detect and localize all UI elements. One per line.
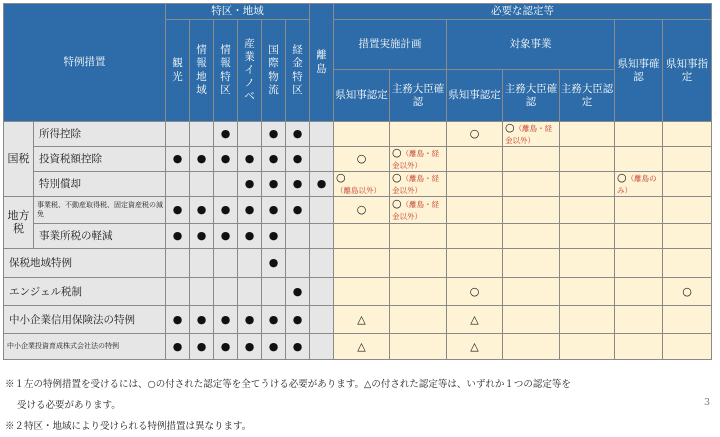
target-minister-confirm-cell (503, 334, 560, 360)
plan-governor-cell: ○ (334, 147, 390, 172)
zone-mark (238, 122, 262, 147)
row-label: 事業税、不動産取得税、固定資産税の減免 (34, 197, 166, 224)
zone-mark (166, 249, 190, 278)
plan-minister-cell (390, 249, 447, 278)
target-minister-cert-cell (560, 249, 615, 278)
governor-confirm-cell (615, 306, 663, 334)
governor-confirm-cell (615, 249, 663, 278)
row-label: 投資税額控除 (34, 147, 166, 172)
target-minister-cert-cell (560, 172, 615, 197)
table-row (4, 122, 712, 147)
cert-condition-note: （離島のみ） (617, 174, 657, 195)
zone-mark (166, 278, 190, 306)
target-minister-cert-cell (560, 147, 615, 172)
cert-condition-note: （離島・経金以外） (505, 124, 553, 145)
governor-confirm-cell (615, 197, 663, 224)
remote-mark (310, 122, 334, 147)
plan-governor-cell (334, 249, 390, 278)
zone-mark: ● (286, 197, 310, 224)
row-label: 所得控除 (34, 122, 166, 147)
target-governor-cell: ○ (447, 278, 503, 306)
remote-mark (310, 147, 334, 172)
plan-minister-cell (390, 334, 447, 360)
table-row (4, 147, 712, 172)
row-label: 事業所税の軽減 (34, 224, 166, 249)
header-zone-group: 特区・地域 (166, 4, 310, 20)
row-label: 中小企業信用保険法の特例 (4, 306, 166, 334)
header-zone-industry-innovation: 産 業 イ ノ ベ (238, 20, 262, 122)
zone-mark: ● (238, 306, 262, 334)
zone-mark: ● (238, 147, 262, 172)
zone-mark: ● (286, 334, 310, 360)
header-governor-confirm: 県知事確認 (615, 20, 663, 122)
zone-mark (166, 122, 190, 147)
governor-designate-cell: ○ (663, 278, 712, 306)
cert-mark: ○ (392, 197, 402, 211)
zone-mark (214, 249, 238, 278)
remote-mark (310, 278, 334, 306)
footnotes (5, 374, 705, 437)
header-measures: 特例措置 (4, 4, 166, 122)
zone-mark: ● (214, 197, 238, 224)
header-zone-info-region: 情 報 地 域 (190, 20, 214, 122)
row-label: エンジェル税制 (4, 278, 166, 306)
zone-mark: ● (238, 334, 262, 360)
zone-mark (286, 249, 310, 278)
target-minister-confirm-cell (503, 278, 560, 306)
target-governor-cell (447, 249, 503, 278)
cert-condition-note: （離島以外） (336, 185, 381, 195)
zone-mark (214, 172, 238, 197)
governor-designate-cell (663, 197, 712, 224)
zone-mark: ● (286, 122, 310, 147)
plan-governor-cell: ○ (334, 197, 390, 224)
plan-minister-cell (390, 172, 447, 197)
zone-mark (238, 249, 262, 278)
zone-mark: ● (286, 172, 310, 197)
target-minister-cert-cell (560, 224, 615, 249)
page-number: 3 (703, 397, 710, 408)
plan-minister-cell (390, 224, 447, 249)
plan-governor-cell (334, 122, 390, 147)
governor-designate-cell (663, 224, 712, 249)
zone-mark: ● (166, 147, 190, 172)
plan-minister-cell (390, 278, 447, 306)
remote-mark (310, 197, 334, 224)
cert-mark: ○ (505, 121, 515, 134)
plan-governor-cell (334, 224, 390, 249)
remote-mark (310, 224, 334, 249)
table-row (4, 334, 712, 360)
table-row (4, 172, 712, 197)
target-minister-confirm-cell (503, 197, 560, 224)
zone-mark: ● (238, 197, 262, 224)
target-minister-confirm-cell (503, 172, 560, 197)
zone-mark: ● (190, 306, 214, 334)
category-local-tax: 地方税 (4, 197, 34, 249)
zone-mark: ● (262, 122, 286, 147)
header-remote-island: 離 島 (310, 4, 334, 122)
target-minister-cert-cell (560, 278, 615, 306)
zone-mark: ● (214, 147, 238, 172)
target-minister-confirm-cell (503, 224, 560, 249)
governor-confirm-cell (615, 224, 663, 249)
target-minister-cert-cell (560, 306, 615, 334)
zone-mark (238, 278, 262, 306)
governor-confirm-cell (615, 147, 663, 172)
governor-designate-cell (663, 172, 712, 197)
zone-mark: ● (214, 224, 238, 249)
remote-mark (310, 334, 334, 360)
header-cert-group: 必要な認定等 (334, 4, 712, 20)
header-governor-designate: 県知事指定 (663, 20, 712, 122)
target-governor-cell: △ (447, 334, 503, 360)
governor-confirm-cell (615, 278, 663, 306)
cert-mark: ○ (392, 171, 402, 185)
zone-mark: ● (214, 334, 238, 360)
target-minister-confirm-cell (503, 306, 560, 334)
governor-designate-cell (663, 147, 712, 172)
zone-mark (166, 172, 190, 197)
zone-mark: ● (262, 197, 286, 224)
cert-condition-note: （離島・経金以外） (392, 149, 440, 170)
governor-designate-cell (663, 306, 712, 334)
target-minister-confirm-cell (503, 249, 560, 278)
target-minister-confirm-cell (503, 147, 560, 172)
table-row (4, 197, 712, 224)
footnote-1-continued: 受ける必要があります。 (17, 400, 121, 411)
target-governor-cell: ○ (447, 122, 503, 147)
row-label: 特別償却 (34, 172, 166, 197)
header-plan-governor-cert: 県知事認定 (334, 70, 390, 122)
zone-mark: ● (214, 306, 238, 334)
zone-mark (190, 278, 214, 306)
zone-mark (190, 249, 214, 278)
zone-mark (190, 122, 214, 147)
remote-mark: ● (310, 172, 334, 197)
plan-governor-cell (334, 278, 390, 306)
target-minister-cert-cell (560, 197, 615, 224)
zone-mark: ● (166, 306, 190, 334)
governor-confirm-cell (615, 172, 663, 197)
table-row (4, 306, 712, 334)
remote-mark (310, 306, 334, 334)
target-governor-cell (447, 224, 503, 249)
governor-designate-cell (663, 334, 712, 360)
zone-mark: ● (238, 172, 262, 197)
header-target-governor-cert: 県知事認定 (447, 70, 503, 122)
target-minister-cert-cell (560, 122, 615, 147)
plan-minister-cell (390, 197, 447, 224)
table-row (4, 224, 712, 249)
plan-governor-cell (334, 172, 390, 197)
header-plan-group: 措置実施計画 (334, 20, 447, 70)
zone-mark: ● (286, 306, 310, 334)
governor-designate-cell (663, 249, 712, 278)
zone-mark: ● (166, 224, 190, 249)
header-zone-info-special: 情 報 特 区 (214, 20, 238, 122)
zone-mark: ● (262, 147, 286, 172)
zone-mark: ● (286, 147, 310, 172)
zone-mark: ● (262, 224, 286, 249)
plan-governor-cell: △ (334, 306, 390, 334)
governor-confirm-cell (615, 334, 663, 360)
footnote-1: ※１左の特例措置を受けるには、○の付された認定等を全てうける必要があります。△の付された認定等は、いずれか１つの認定等を (5, 379, 571, 390)
zone-mark (190, 172, 214, 197)
table-row (4, 278, 712, 306)
plan-minister-cell (390, 306, 447, 334)
header-zone-tourism: 観 光 (166, 20, 190, 122)
header-zone-intl-logistics: 国 際 物 流 (262, 20, 286, 122)
plan-governor-cell: △ (334, 334, 390, 360)
zone-mark: ● (190, 334, 214, 360)
row-label: 中小企業投資育成株式会社法の特例 (4, 334, 166, 360)
row-label: 保税地域特例 (4, 249, 166, 278)
cert-mark: ○ (392, 146, 402, 160)
category-national-tax: 国税 (4, 122, 34, 197)
governor-confirm-cell (615, 122, 663, 147)
table-row (4, 249, 712, 278)
header-target-minister-cert: 主務大臣認定 (560, 70, 615, 122)
target-governor-cell (447, 172, 503, 197)
zone-mark (286, 224, 310, 249)
zone-mark: ● (238, 224, 262, 249)
target-governor-cell (447, 197, 503, 224)
zone-mark: ● (214, 122, 238, 147)
header-target-minister-confirm: 主務大臣確認 (503, 70, 560, 122)
target-minister-cert-cell (560, 334, 615, 360)
remote-mark (310, 249, 334, 278)
cert-condition-note: （離島・経金以外） (392, 200, 440, 221)
zone-mark: ● (166, 334, 190, 360)
cert-mark: ○ (617, 171, 627, 185)
target-governor-cell: △ (447, 306, 503, 334)
zone-mark: ● (262, 334, 286, 360)
zone-mark: ● (262, 306, 286, 334)
target-governor-cell (447, 147, 503, 172)
zone-mark: ● (166, 197, 190, 224)
cert-condition-note: （離島・経金以外） (392, 174, 440, 195)
zone-mark: ● (190, 224, 214, 249)
footnote-2: ※２特区・地域により受けられる特例措置は異なります。 (5, 421, 252, 432)
header-plan-minister-confirm: 主務大臣確認 (390, 70, 447, 122)
plan-minister-cell (390, 147, 447, 172)
zone-mark: ● (262, 172, 286, 197)
zone-mark: ● (190, 197, 214, 224)
header-target-group: 対象事業 (447, 20, 615, 70)
zone-mark (262, 278, 286, 306)
header-zone-economic-finance: 経 金 特 区 (286, 20, 310, 122)
cert-mark: ○ (336, 171, 346, 185)
plan-minister-cell (390, 122, 447, 147)
zone-mark: ● (262, 249, 286, 278)
governor-designate-cell (663, 122, 712, 147)
zone-mark: ● (190, 147, 214, 172)
zone-mark: ● (286, 278, 310, 306)
target-minister-confirm-cell (503, 122, 560, 147)
incentive-matrix-table (3, 3, 712, 360)
zone-mark (214, 278, 238, 306)
